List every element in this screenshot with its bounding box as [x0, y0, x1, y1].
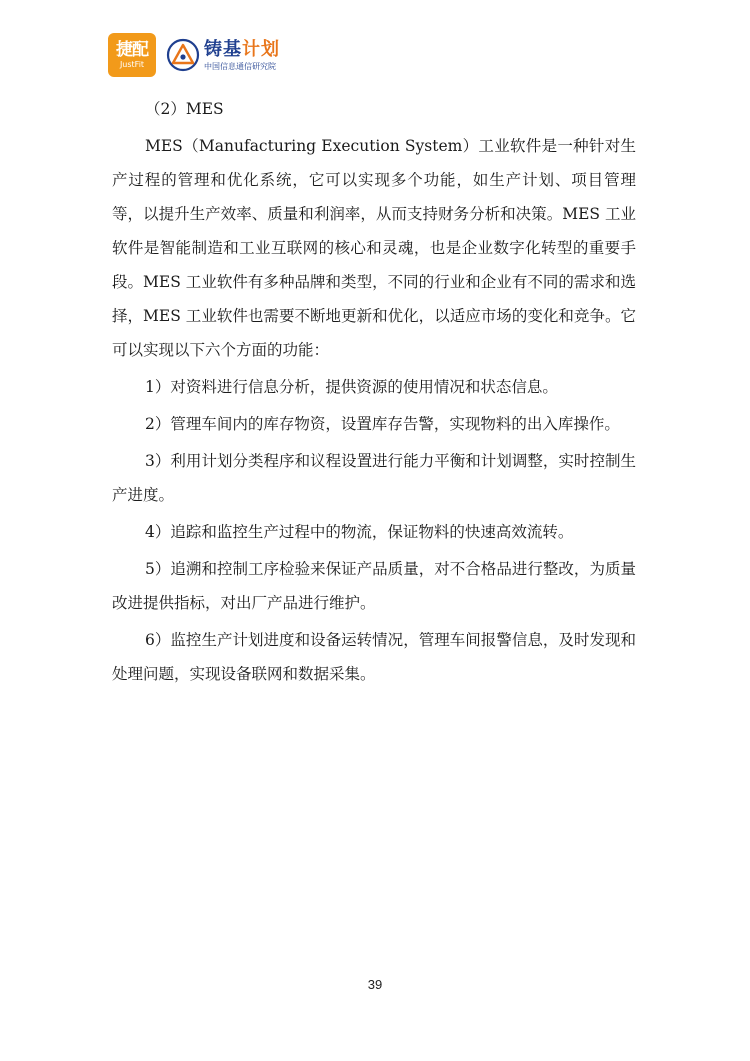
justfit-logo-en: JustFit [119, 59, 145, 69]
zhuji-logo [166, 38, 280, 72]
list-item: 1）对资料进行信息分析，提供资源的使用情况和状态信息。 [145, 378, 558, 396]
list-item: 6）监控生产计划进度和设备运转情况，管理车间报警信息，及时发现和处理问题，实现设备联网和数据采集。 [112, 631, 636, 683]
zhuji-triangle-icon [166, 38, 200, 72]
intro-paragraph: MES（Manufacturing Execution System）工业软件是一种针对生产过程的管理和优化系统，它可以实现多个功能，如生产计划、项目管理等，以提升生产效率、质量和利润率，从而支持财务分析和决策。MES 工业软件是智能制造和工业互联网的核心和灵魂，也是企业数字化转型的重要手段。MES 工业软件有多种品牌和类型，不同的行业和企业有不同的需求和选择，MES 工业软件也需要不断地更新和优化，以适应市场的变化和竞争。它可以实现以下六个方面的功能： [112, 137, 636, 359]
zhuji-logo-name [204, 39, 280, 61]
list-item: 2）管理车间内的库存物资，设置库存告警，实现物料的出入库操作。 [145, 415, 620, 433]
justfit-logo-cn: 捷配 [116, 39, 148, 60]
list-item: 5）追溯和控制工序检验来保证产品质量，对不合格品进行整改，为质量改进提供指标，对出厂产品进行维护。 [112, 560, 636, 612]
document-body [112, 92, 636, 691]
list-item: 3）利用计划分类程序和议程设置进行能力平衡和计划调整，实时控制生产进度。 [112, 452, 636, 504]
zhuji-logo-name-a: 铸基 [204, 38, 242, 60]
zhuji-logo-name-b: 计划 [242, 38, 280, 60]
list-item: 4）追踪和监控生产过程中的物流，保证物料的快速高效流转。 [145, 523, 574, 541]
page-header [108, 32, 280, 78]
zhuji-logo-org: 中国信息通信研究院 [204, 61, 276, 71]
section-title: （2）MES [145, 100, 224, 118]
page-number: 39 [367, 977, 383, 992]
justfit-logo [108, 33, 156, 77]
